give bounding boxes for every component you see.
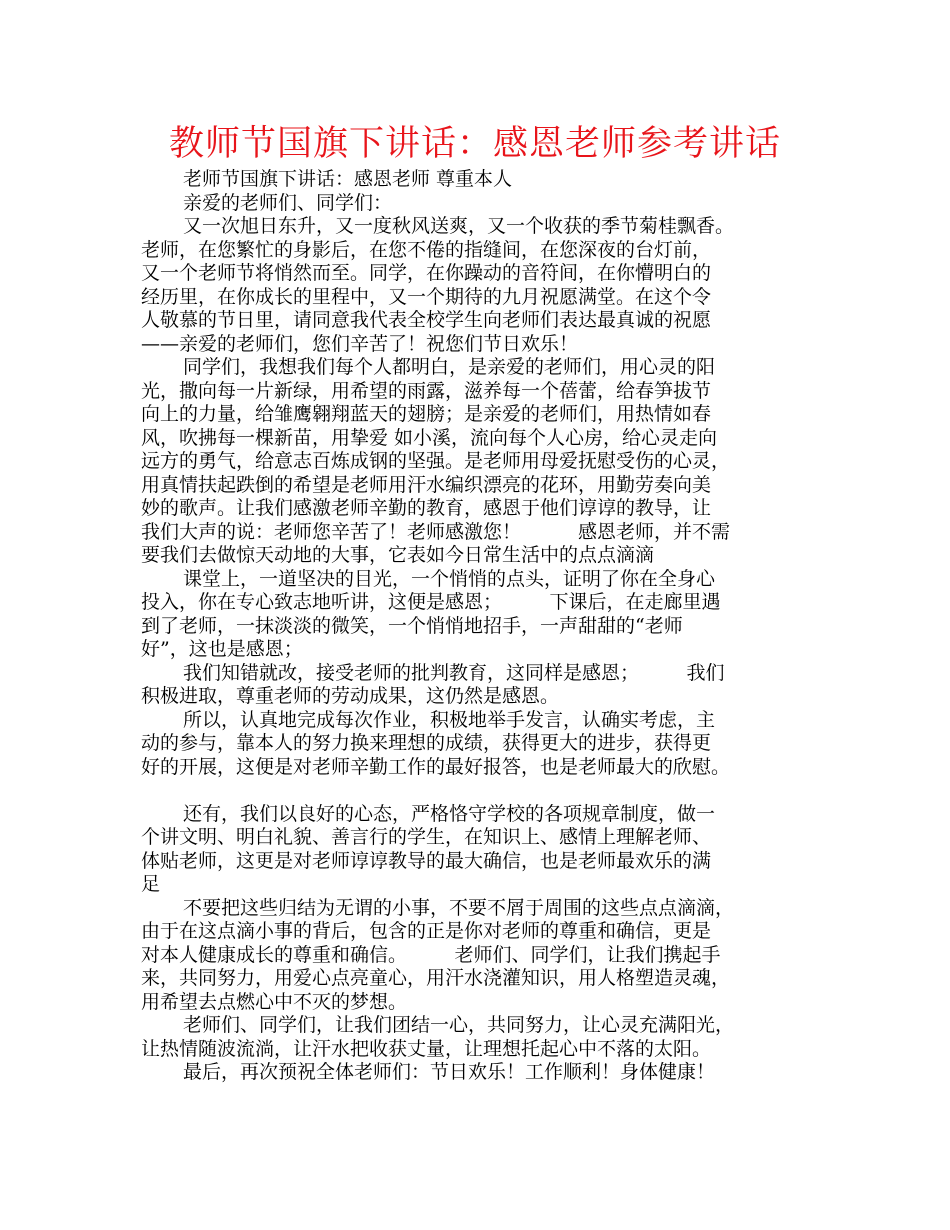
text-line: ——亲爱的老师们，您们辛苦了！祝您们节日欢乐！ — [141, 332, 579, 355]
text-line: 妙的歌声。让我们感激老师辛勤的教育，感恩于他们谆谆的教导，让 — [141, 497, 712, 519]
text-line: 同学们，我想我们每个人都明白，是亲爱的老师们，用心灵的阳 — [183, 356, 716, 378]
text-line: 让热情随波流淌，让汗水把收获丈量，让理想托起心中不落的太阳。 — [141, 1037, 712, 1060]
text-line: 远方的勇气，给意志百炼成钢的坚强。是老师用母爱抚慰受伤的心灵， — [141, 450, 731, 472]
blank-line — [141, 779, 831, 803]
text-line: 到了老师，一抹淡淡的微笑，一个悄悄地招手，一声甜甜的“老师 — [141, 614, 683, 637]
text-line: 积极进取，尊重老师的劳动成果，这仍然是感恩。 — [141, 685, 560, 707]
text-line: 课堂上，一道坚决的目光，一个悄悄的点头，证明了你在全身心 — [183, 567, 716, 590]
text-line: 光，撒向每一片新绿，用希望的雨露，滋养每一个蓓蕾，给春笋拔节 — [141, 379, 712, 402]
text-line: 向上的力量，给雏鹰翱翔蓝天的翅膀；是亲爱的老师们，用热情如春 — [141, 403, 712, 425]
text-line: 动的参与，靠本人的努力换来理想的成绩，获得更大的进步，获得更 — [141, 732, 712, 754]
text-line: 对本人健康成长的尊重和确信。 老师们、同学们，让我们携起手 — [141, 943, 721, 966]
text-line: 不要把这些归结为无谓的小事，不要不屑于周围的这些点点滴滴， — [183, 896, 735, 919]
text-line: 亲爱的老师们、同学们： — [183, 191, 393, 214]
text-line: 要我们去做惊天动地的大事，它表如今日常生活中的点点滴滴 — [141, 544, 655, 566]
text-line: 体贴老师，这更是对老师谆谆教导的最大确信，也是老师最欢乐的满 — [141, 849, 712, 872]
text-line: 来，共同努力，用爱心点亮童心，用汗水浇灌知识，用人格塑造灵魂， — [141, 967, 731, 989]
document-title: 教师节国旗下讲话：感恩老师参考讲话 — [168, 124, 781, 164]
text-line: 老师节国旗下讲话：感恩老师 尊重本人 — [183, 168, 513, 190]
text-line: 我们大声的说：老师您辛苦了！老师感激您！ 感恩老师，并不需 — [141, 520, 731, 543]
text-line: 风，吹拂每一棵新苗，用挚爱 如小溪，流向每个人心房，给心灵走向 — [141, 426, 718, 449]
text-line: 又一次旭日东升，又一度秋风送爽，又一个收获的季节菊桂飘香。 — [183, 215, 735, 237]
text-line: 个讲文明、明白礼貌、善言行的学生，在知识上、感情上理解老师、 — [141, 826, 712, 848]
text-line: 经历里，在你成长的里程中，又一个期待的九月祝愿满堂。在这个令 — [141, 285, 712, 308]
text-line: 老师，在您繁忙的身影后，在您不倦的指缝间，在您深夜的台灯前， — [141, 238, 712, 261]
document-body — [141, 168, 831, 1085]
text-line: 最后，再次预祝全体老师们：节日欢乐！工作顺利！身体健康！ — [183, 1061, 716, 1083]
text-line: 由于在这点滴小事的背后，包含的正是你对老师的尊重和确信，更是 — [141, 920, 712, 942]
text-line: 用真情扶起跌倒的希望是老师用汗水编织漂亮的花环，用勤劳奏向美 — [141, 473, 712, 496]
text-line: 我们知错就改，接受老师的批判教育，这同样是感恩； 我们 — [183, 661, 725, 684]
text-line: 投入，你在专心致志地听讲，这便是感恩； 下课后，在走廊里遇 — [141, 591, 721, 613]
text-line: 还有，我们以良好的心态，严格恪守学校的各项规章制度，做一 — [183, 802, 716, 825]
text-line: 足 — [141, 873, 161, 895]
text-line: 好”，这也是感恩； — [141, 638, 303, 660]
text-line: 人敬慕的节日里，请同意我代表全校学生向老师们表达最真诚的祝愿 — [141, 309, 712, 331]
text-line: 好的开展，这便是对老师辛勤工作的最好报答，也是老师最大的欣慰。 — [141, 755, 731, 778]
text-line: 老师们、同学们，让我们团结一心，共同努力，让心灵充满阳光， — [183, 1014, 735, 1036]
text-line: 又一个老师节将悄然而至。同学，在你躁动的音符间，在你懵明白的 — [141, 262, 712, 284]
text-line: 所以，认真地完成每次作业，积极地举手发言，认确实考虑，主 — [183, 708, 716, 731]
text-line: 用希望去点燃心中不灭的梦想。 — [141, 990, 408, 1013]
